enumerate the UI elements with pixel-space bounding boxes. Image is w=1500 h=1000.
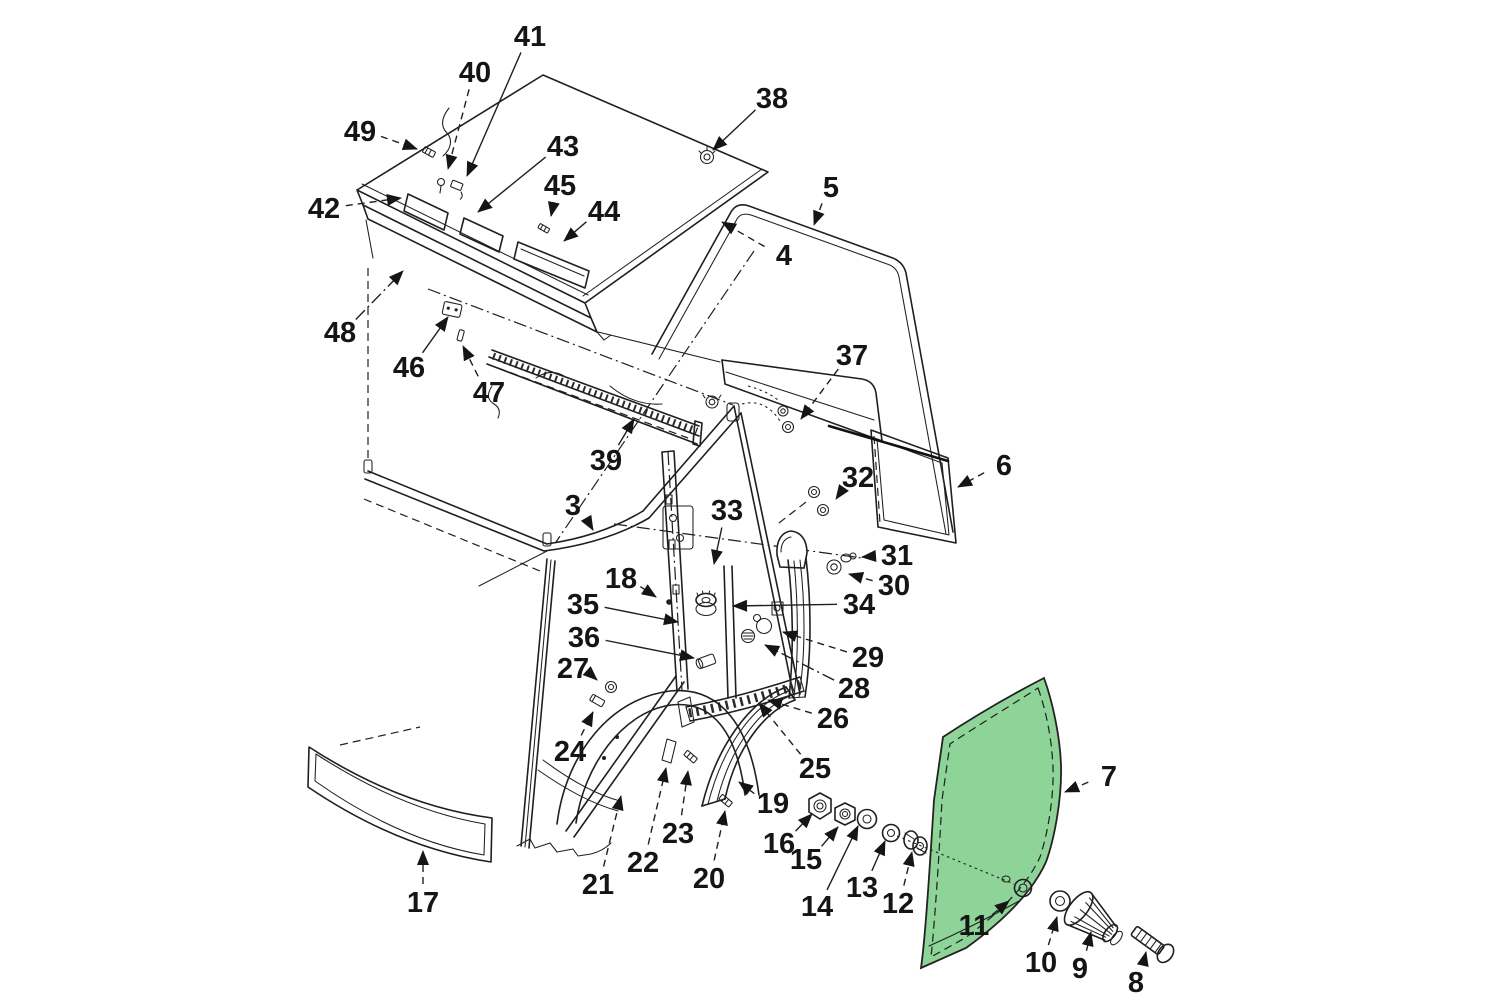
leader-line-45	[551, 202, 554, 216]
callout-23	[662, 771, 694, 850]
callout-label-48: 48	[323, 317, 357, 349]
callout-label-17: 17	[406, 887, 440, 919]
part-41-clip	[447, 180, 466, 199]
callout-26	[768, 700, 849, 735]
callout-label-30: 30	[877, 570, 911, 602]
callout-13	[846, 841, 885, 904]
part-27-nut	[606, 682, 617, 693]
part-22-plate	[662, 739, 676, 763]
callout-29	[783, 632, 884, 674]
part-front-glass	[308, 727, 492, 862]
leader-line-39	[618, 419, 634, 445]
leader-line-25	[759, 703, 801, 754]
callout-label-28: 28	[837, 673, 871, 705]
leader-line-33	[714, 528, 722, 565]
callout-label-34: 34	[842, 589, 876, 621]
callout-label-11: 11	[958, 910, 990, 942]
callout-label-4: 4	[775, 240, 793, 272]
callout-3	[565, 490, 593, 530]
callout-label-49: 49	[343, 116, 377, 148]
part-33-grommet	[696, 591, 716, 616]
callout-label-10: 10	[1024, 947, 1058, 979]
callout-label-45: 45	[543, 170, 577, 202]
part-46-clip	[442, 301, 462, 317]
leader-line-30	[849, 574, 873, 581]
leader-line-46	[423, 317, 448, 353]
leader-line-15	[822, 827, 838, 846]
callout-label-47: 47	[472, 377, 506, 409]
leader-line-9	[1086, 932, 1091, 951]
leader-line-7	[1065, 782, 1088, 792]
callout-label-35: 35	[566, 589, 600, 621]
part-13-washer	[883, 825, 900, 842]
callout-9	[1072, 932, 1091, 985]
leader-line-20	[714, 811, 725, 860]
callout-label-31: 31	[880, 540, 914, 572]
callout-label-12: 12	[881, 888, 915, 920]
part-32-nuts	[779, 487, 829, 524]
callout-label-41: 41	[513, 21, 547, 53]
part-29-plug	[754, 615, 772, 634]
leader-line-23	[682, 771, 688, 815]
leader-line-36	[606, 640, 694, 658]
callout-label-7: 7	[1100, 761, 1118, 793]
leader-line-35	[605, 607, 678, 622]
leader-line-37	[801, 369, 838, 419]
callout-7	[1065, 761, 1117, 793]
callout-46	[393, 317, 448, 384]
part-10-washer	[1050, 891, 1070, 911]
part-8-bolt	[1128, 922, 1177, 965]
part-36-bushing	[695, 654, 716, 670]
callout-label-33: 33	[710, 495, 744, 527]
leader-line-48	[356, 271, 403, 319]
part-door-frame	[643, 403, 810, 727]
callout-label-36: 36	[567, 622, 601, 654]
leader-line-24	[581, 712, 593, 735]
leader-line-38	[713, 110, 755, 150]
callout-15	[790, 827, 838, 876]
callout-47	[463, 346, 505, 409]
part-16-nut	[809, 793, 831, 819]
callout-label-22: 22	[626, 847, 660, 879]
part-23-screw	[684, 750, 698, 763]
callout-49	[344, 116, 417, 149]
part-24-bolt	[589, 694, 605, 707]
callout-27	[557, 653, 597, 685]
callout-32	[836, 462, 874, 499]
callout-18	[605, 563, 656, 597]
leader-line-47	[463, 346, 478, 376]
callout-40	[448, 57, 491, 169]
callout-label-25: 25	[798, 753, 832, 785]
callout-20	[693, 811, 725, 895]
callout-6	[958, 450, 1012, 487]
part-18-rivet	[666, 599, 672, 605]
leader-line-28	[765, 645, 834, 680]
callout-22	[627, 768, 666, 879]
leader-line-40	[448, 89, 469, 169]
callout-label-14: 14	[800, 891, 834, 923]
callout-44	[564, 196, 620, 241]
part-49-screw	[422, 147, 435, 158]
callout-label-23: 23	[661, 818, 695, 850]
callout-31	[862, 540, 913, 572]
part-fender	[517, 559, 759, 856]
callout-label-24: 24	[553, 736, 587, 768]
callout-17	[407, 851, 439, 919]
callout-8	[1128, 952, 1146, 999]
part-47-pin	[457, 329, 465, 341]
part-40-hook	[438, 179, 445, 194]
callout-label-5: 5	[822, 172, 840, 204]
leader-line-16	[796, 814, 812, 831]
leader-line-21	[604, 796, 621, 867]
callout-24	[554, 712, 593, 768]
callout-label-32: 32	[841, 462, 875, 494]
leader-line-27	[593, 676, 597, 680]
callout-label-40: 40	[458, 57, 492, 89]
callout-label-37: 37	[835, 340, 869, 372]
callout-label-3: 3	[564, 490, 582, 522]
leader-line-10	[1048, 917, 1057, 945]
callout-label-6: 6	[995, 450, 1013, 482]
leader-line-18	[640, 587, 656, 597]
callout-label-38: 38	[755, 83, 789, 115]
callout-41	[467, 21, 546, 176]
leader-line-13	[872, 841, 885, 871]
leader-line-19	[739, 782, 754, 794]
callout-label-15: 15	[789, 844, 823, 876]
callout-10	[1025, 917, 1057, 979]
leader-line-8	[1143, 952, 1146, 965]
leader-line-34	[733, 604, 837, 606]
part-rear-window-seal	[652, 205, 953, 534]
callout-42	[308, 193, 401, 225]
callout-5	[814, 172, 839, 225]
callout-label-43: 43	[546, 131, 580, 163]
leader-line-3	[587, 519, 593, 530]
callout-38	[713, 83, 788, 150]
callout-4	[722, 222, 792, 272]
callout-label-46: 46	[392, 352, 426, 384]
part-roof-panel	[357, 75, 768, 340]
part-31-rivet	[841, 553, 856, 562]
callout-label-13: 13	[845, 872, 879, 904]
part-sliding-rail	[487, 350, 780, 446]
callout-label-9: 9	[1071, 953, 1089, 985]
part-45-screw	[538, 223, 550, 233]
part-30-nut	[827, 560, 841, 574]
callout-label-27: 27	[556, 653, 590, 685]
leader-line-5	[814, 203, 822, 225]
callout-45	[544, 170, 576, 216]
callout-label-20: 20	[692, 863, 726, 895]
leader-line-12	[904, 852, 912, 886]
callout-label-16: 16	[762, 828, 796, 860]
callout-label-19: 19	[756, 788, 790, 820]
callout-label-42: 42	[307, 193, 341, 225]
leader-line-49	[381, 136, 417, 149]
callout-21	[582, 796, 621, 901]
leader-line-43	[478, 157, 546, 212]
callout-label-8: 8	[1127, 967, 1145, 999]
leader-line-44	[564, 222, 586, 241]
callout-48	[324, 271, 403, 349]
leader-line-31	[862, 556, 875, 557]
callout-12	[882, 852, 914, 920]
callout-label-26: 26	[816, 703, 850, 735]
callout-label-21: 21	[581, 869, 615, 901]
part-28-plug	[742, 630, 755, 643]
leader-line-6	[958, 473, 984, 487]
callout-label-39: 39	[589, 445, 623, 477]
callout-label-18: 18	[604, 563, 638, 595]
callout-label-29: 29	[851, 642, 885, 674]
callout-33	[711, 495, 743, 564]
part-15-nut	[835, 803, 855, 825]
callout-19	[739, 782, 789, 820]
part-14-washer	[858, 810, 877, 829]
callout-label-44: 44	[587, 196, 621, 228]
callout-39	[590, 419, 634, 477]
